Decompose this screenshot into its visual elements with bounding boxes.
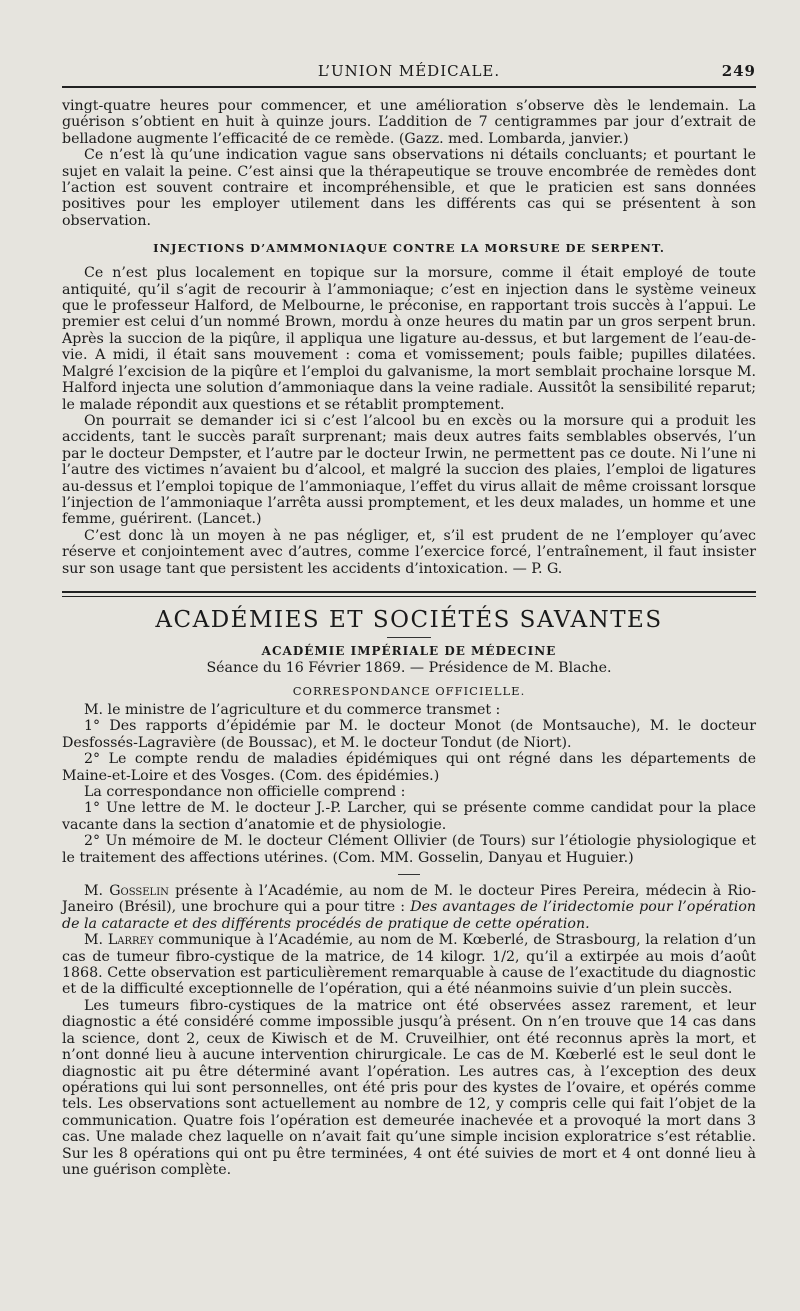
larrey-text: communique à l’Académie, au nom de M. Kœberlé, de Strasbourg, la relation d’un cas de tumeur fibro-cystique de la matrice, de 14 kilogr. 1/2, qu’il a extirpée au mois d’août 1868. Cette observation est particulièrement remarquable à cause de l’exactitude du diagnostic et de la difficulté exceptionnelle de l’opération, qui a été néanmoins suivie d’un plein succès. — [62, 932, 756, 998]
academy-subtitle: ACADÉMIE IMPÉRIALE DE MÉDECINE — [261, 643, 557, 658]
paragraph-non-officielle: La correspondance non officielle comprend : — [84, 784, 406, 800]
paragraph-halford: Ce n’est plus localement en topique sur la morsure, comme il était employé de toute antiquité, qu’il s’agit de recourir à l’ammoniaque; c’est en injection dans le système veineux que le professeur Halford, de Melbourne, le préconise, en rapportant trois succès à l’appui. Le premier est celui d’un nommé Brown, mordu à onze heures du matin par un gros serpent brun. Après la succion de la piqûre, il appliqua une ligature au-dessus, et but largement de l’eau-de-vie. A midi, il était sans mouvement : coma et vomissement; pouls faible; pupilles dilatées. Malgré l’excision de la piqûre et l’emploi du galvanisme, la mort semblait prochaine lorsque M. Halford injecta une solution d’ammoniaque dans la veine radiale. Aussitôt la sensibilité reparut; le malade répondit aux questions et se rétablit promptement. — [62, 265, 756, 413]
text-column — [62, 56, 756, 1178]
title-underline — [387, 637, 431, 638]
section-divider — [62, 591, 756, 597]
paragraph-conclusion: C’est donc là un moyen à ne pas négliger, et, s’il est prudent de ne l’employer qu’avec réserve et conjointement avec d’autres, comme l’exercice forcé, l’entraînement, il faut insister sur son usage tant que persistent les accidents d’intoxication. — P. G. — [62, 527, 756, 577]
paragraph-lettre-larcher: 1° Une lettre de M. le docteur J.-P. Larcher, qui se présente comme candidat pour la place vacante dans la section d’anatomie et de physiologie. — [62, 800, 756, 833]
paragraph-tumeurs: Les tumeurs fibro-cystiques de la matrice ont été observées assez rarement, et leur diagnostic a été considéré comme impossible jusqu’à présent. On n’en trouve que 14 cas dans la science, dont 2, ceux de Kiwisch et de M. Cruveilhier, ont été reconnus après la mort, et n’ont donné lieu à aucune intervention chirurgicale. Le cas de M. Kœberlé est le seul dont le diagnostic ait pu être déterminé avant l’opération. Les autres cas, à l’exception des deux opérations qui lui sont personnelles, ont été pris pour des kystes de l’ovaire, et opérés comme tels. Les observations sont actuellement au nombre de 12, y compris celle qui fait l’objet de la communication. Quatre fois l’opération est demeurée inachevée et a provoqué la mort dans 3 cas. Une malade chez laquelle on n’avait fait qu’une simple incision exploratrice s’est rétablie. Sur les 8 opérations qui ont pu être terminées, 4 ont été suivies de mort et 4 ont donné lieu à une guérison complète. — [62, 997, 756, 1178]
name-larrey: M. Larrey — [84, 932, 154, 949]
correspondence-heading: CORRESPONDANCE OFFICIELLE. — [292, 683, 526, 698]
page-number: 249 — [721, 62, 756, 80]
paragraph-larrey — [62, 932, 756, 998]
separator-rule — [398, 874, 420, 875]
journal-title: L’UNION MÉDICALE. — [317, 62, 501, 80]
seance-line: Séance du 16 Février 1869. — Présidence de M. Blache. — [206, 659, 612, 676]
section-title-academies: ACADÉMIES ET SOCIÉTÉS SAVANTES — [155, 606, 663, 633]
gosselin-text: présente à l’Académie, au nom de M. le docteur Pires Pereira, médecin à Rio-Janeiro (Brésil), une brochure qui a pour titre : — [62, 883, 756, 916]
paragraph-memoire-ollivier: 2° Un mémoire de M. le docteur Clément Ollivier (de Tours) sur l’étiologie physiologique et le traitement des affections utérines. (Com. MM. Gosselin, Danyau et Huguier.) — [62, 833, 756, 866]
running-header — [62, 56, 756, 88]
paragraph-gosselin — [62, 883, 756, 932]
paragraph-continuation: vingt-quatre heures pour commencer, et une amélioration s’observe dès le lendemain. La guérison s’obtient en huit à quinze jours. L’addition de 7 centigrammes par jour d’extrait de belladone augmente l’efficacité de ce remède. (Gazz. med. Lombarda, janvier.) — [62, 98, 756, 147]
paragraph-doubt: On pourrait se demander ici si c’est l’alcool bu en excès ou la morsure qui a produit les accidents, tant le succès paraît surprenant; mais deux autres faits semblables observés, l’un par le docteur Dempster, et l’autre par le docteur Irwin, ne permettent pas ce doute. Ni l’une ni l’autre des victimes n’avaient bu d’alcool, et malgré la succion des plaies, l’emploi de ligatures au-dessus et l’emploi topique de l’ammoniaque, l’effet du virus allait de même croissant lorsque l’injection de l’ammoniaque l’arrêta aussi promptement, et les deux malades, un homme et une femme, guérirent. (Lancet.) — [62, 412, 756, 528]
name-gosselin: M. Gosselin — [84, 883, 169, 900]
section-heading-ammoniaque: INJECTIONS D’AMMMONIAQUE CONTRE LA MORSURE DE SERPENT. — [153, 241, 665, 256]
paragraph-ministre: M. le ministre de l’agriculture et du commerce transmet : — [84, 701, 501, 718]
paragraph-rapports: 1° Des rapports d’épidémie par M. le docteur Monot (de Montsauche), M. le docteur Desfossés-Lagravière (de Boussac), et M. le docteur Tondut (de Niort). — [62, 718, 756, 751]
paragraph-compte-rendu: 2° Le compte rendu de maladies épidémiques qui ont régné dans les départements de Maine-et-Loire et des Vosges. (Com. des épidémies.) — [62, 751, 756, 784]
paragraph-commentary: Ce n’est là qu’une indication vague sans observations ni détails concluants; et pourtant le sujet en valait la peine. C’est ainsi que la thérapeutique se trouve encombrée de remèdes dont l’action est souvent contraire et incompréhensible, et que le praticien est sans données positives pour les employer utilement dans les différents cas qui se présentent à son observation. — [62, 147, 756, 229]
brochure-title: Des avantages de l’iridectomie pour l’opération de la cataracte et des différents procédés de pratique de cette opération. — [62, 899, 756, 932]
